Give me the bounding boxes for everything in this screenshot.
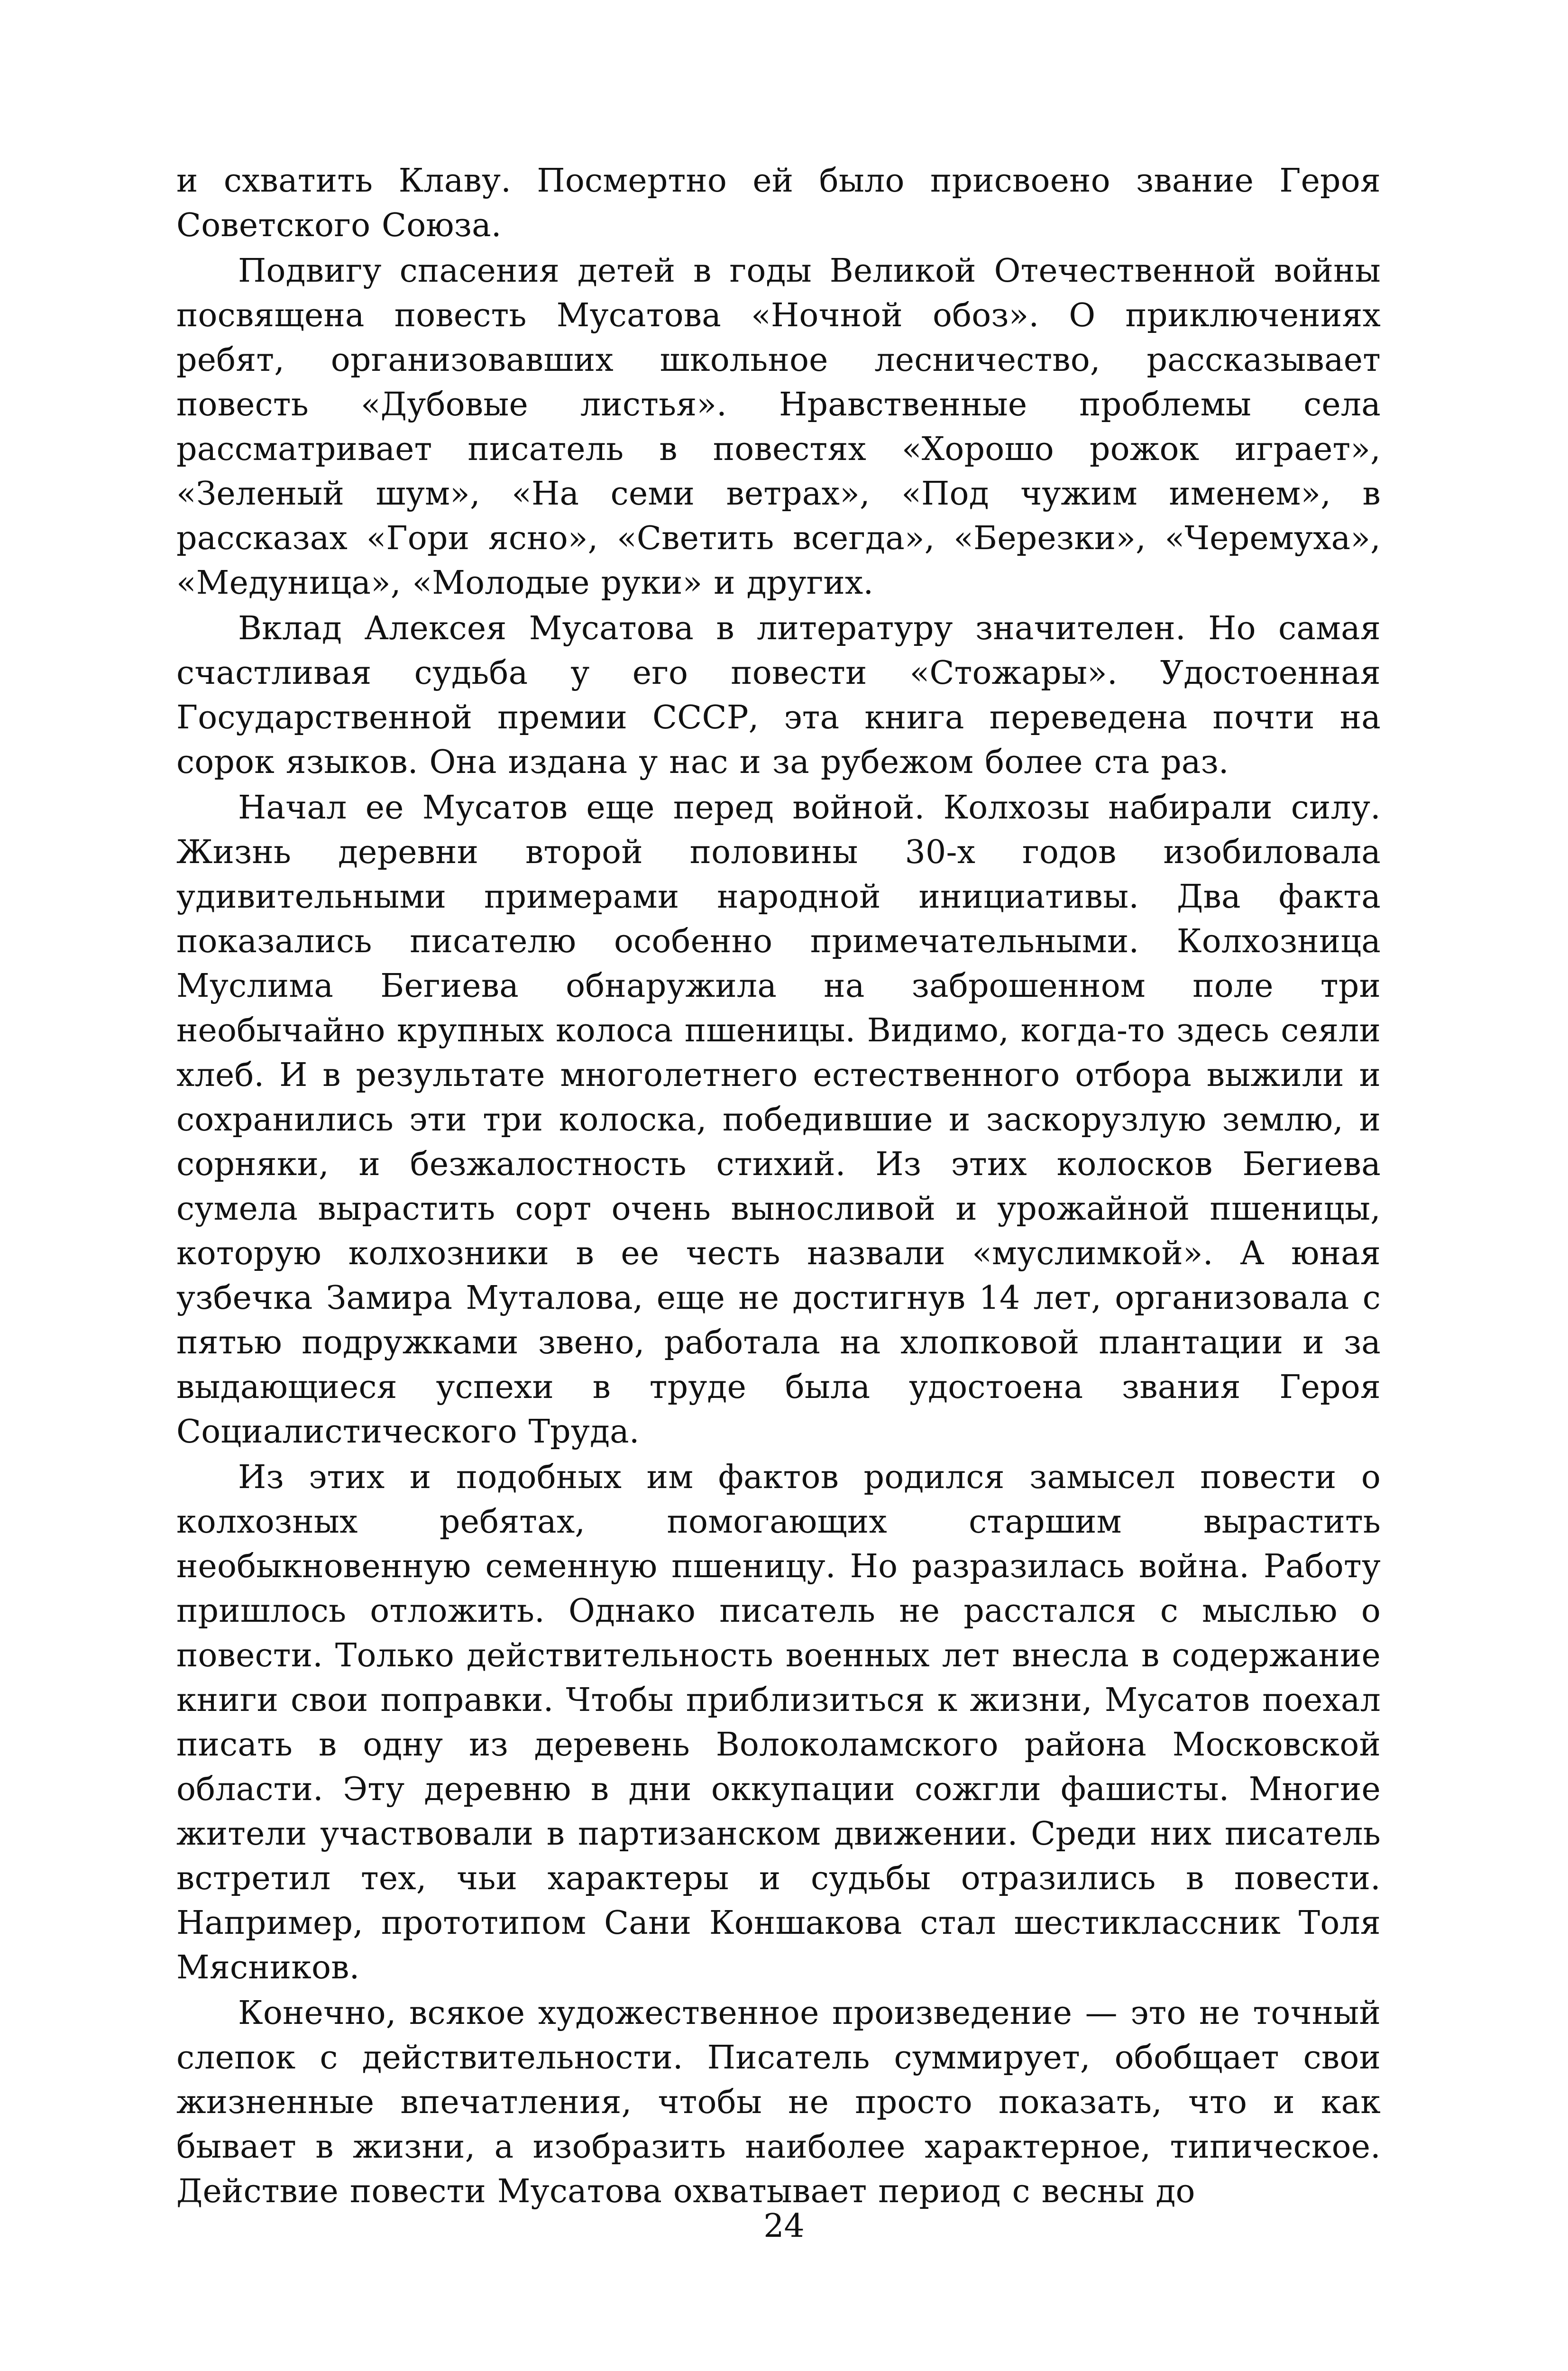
body-text (176, 159, 1381, 2215)
paragraph: Начал ее Мусатов еще перед войной. Колхозы набирали силу. Жизнь деревни второй половины 30-х годов изобиловала удивительными примерами народной инициативы. Два факта показались писателю особенно примечательными. Колхозница Муслима Бегиева обнаружила на заброшенном поле три необычайно крупных колоса пшеницы. Видимо, когда-то здесь сеяли хлеб. И в результате многолетнего естественного отбора выжили и сохранились эти три колоска, победившие и заскорузлую землю, и сорняки, и безжалостность стихий. Из этих колосков Бегиева сумела вырастить сорт очень выносливой и урожайной пшеницы, которую колхозники в ее честь назвали «муслимкой». А юная узбечка Замира Муталова, еще не достигнув 14 лет, организовала с пятью подружками звено, работала на хлопковой плантации и за выдающиеся успехи в труде была удостоена звания Героя Социалистического Труда. (176, 789, 1381, 1451)
paragraph: Вклад Алексея Мусатова в литературу значителен. Но самая счастливая судьба у его повести «Стожары». Удостоенная Государственной премии СССР, эта книга переведена почти на сорок языков. Она издана у нас и за рубежом более ста раз. (176, 610, 1381, 781)
paragraph-continuation: и схватить Клаву. Посмертно ей было присвоено звание Героя Советского Союза. (176, 162, 1381, 244)
page-number: 24 (763, 2207, 805, 2245)
paragraph: Из этих и подобных им фактов родился замысел повести о колхозных ребятах, помогающих старшим вырастить необыкновенную семенную пшеницу. Но разразилась война. Работу пришлось отложить. Однако писатель не расстался с мыслью о повести. Только действительность военных лет внесла в содержание книги свои поправки. Чтобы приблизиться к жизни, Мусатов поехал писать в одну из деревень Волоколамского района Московской области. Эту деревню в дни оккупации сожгли фашисты. Многие жители участвовали в партизанском движении. Среди них писатель встретил тех, чьи характеры и судьбы отразились в повести. Например, прототипом Сани Коншакова стал шестиклассник Толя Мясников. (176, 1459, 1381, 1986)
paragraph: Подвигу спасения детей в годы Великой Отечественной войны посвящена повесть Мусатова «Ночной обоз». О приключениях ребят, организовавших школьное лесничество, рассказывает повесть «Дубовые листья». Нравственные проблемы села рассматривает писатель в повестях «Хорошо рожок играет», «Зеленый шум», «На семи ветрах», «Под чужим именем», в рассказах «Гори ясно», «Светить всегда», «Березки», «Черемуха», «Медуница», «Молодые руки» и других. (176, 252, 1381, 602)
paragraph: Конечно, всякое художественное произведение — это не точный слепок с действительности. Писатель суммирует, обобщает свои жизненные впечатления, чтобы не просто показать, что и как бывает в жизни, а изобразить наиболее характерное, типическое. Действие повести Мусатова охватывает период с весны до (176, 1994, 1381, 2210)
